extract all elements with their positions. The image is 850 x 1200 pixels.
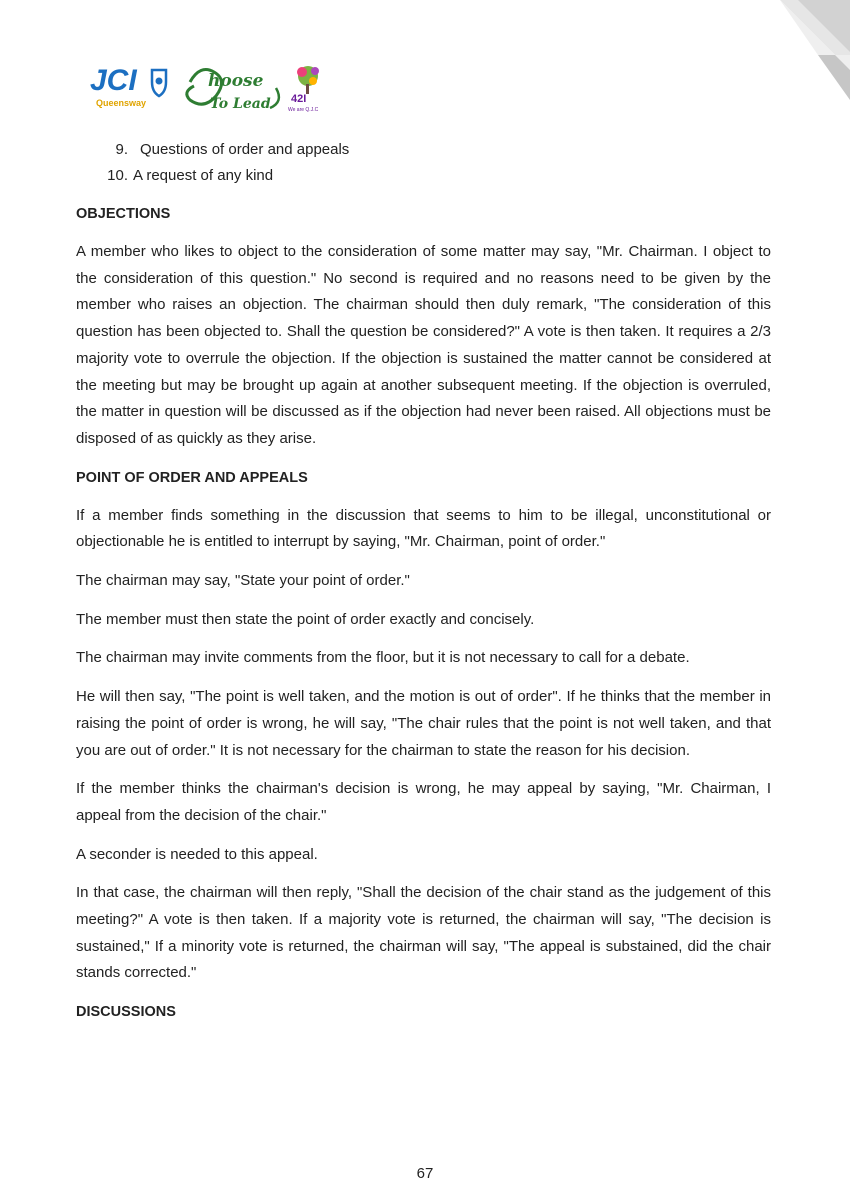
svg-text:We are Q.J.C: We are Q.J.C [288, 107, 319, 113]
point-of-order-paragraph-1: If a member finds something in the discussion that seems to him to be illegal, unconstitutional or objectionable he is entitled to interrupt by saying, "Mr. Chairman, point of order." [76, 506, 771, 551]
list-item-number: 9. [115, 141, 128, 158]
objections-heading: OBJECTIONS [76, 206, 171, 222]
point-of-order-paragraph-2: The chairman may say, "State your point of order." [76, 572, 410, 590]
list-item-text: Questions of order and appeals [140, 141, 350, 158]
document-body [76, 137, 771, 1025]
list-item [76, 163, 771, 189]
point-of-order-paragraph-6: If the member thinks the chairman's decision is wrong, he may appeal by saying, "Mr. Chairman, I appeal from the decision of the chair." [76, 780, 771, 824]
page-corner-decoration [740, 0, 850, 110]
list-item-number: 10. [107, 167, 128, 184]
jci-logo [90, 64, 166, 108]
point-of-order-paragraph-5: He will then say, "The point is well taken, and the motion is out of order". If he thinks that the member in raising the point of order is wrong, he will say, "The chair rules that the point is not well taken, and that you are out of order." It is not necessary for the chairman to state the reason for his decision. [76, 688, 771, 759]
svg-text:To Lead: To Lead [210, 96, 271, 112]
list-item-text: A request of any kind [133, 167, 274, 184]
qjc-tree-logo [288, 66, 319, 113]
page-number: 67 [416, 1165, 434, 1182]
point-of-order-paragraph-4: The chairman may invite comments from the floor, but it is not necessary to call for a debate. [76, 649, 690, 667]
discussions-heading: DISCUSSIONS [76, 1004, 176, 1021]
list-item [76, 137, 771, 163]
point-of-order-heading: POINT OF ORDER AND APPEALS [76, 469, 308, 486]
point-of-order-paragraph-7: A seconder is needed to this appeal. [76, 845, 318, 863]
point-of-order-paragraph-3: The member must then state the point of order exactly and concisely. [76, 610, 535, 628]
point-of-order-paragraph-8: In that case, the chairman will then reply, "Shall the decision of the chair stand as the judgement of this meeting?" A vote is then taken. If a majority vote is returned, the chairman will say, "The decision is sustained," If a minority vote is returned, the chairman will say, "The appeal is substained, did the chair stands corrected." [76, 884, 771, 982]
svg-text:42I: 42I [291, 93, 307, 105]
objections-paragraph: A member who likes to object to the consideration of some matter may say, "Mr. Chairman. I object to the consideration of this question." No second is required and no reasons need to be given by the member who raises an objection. The chairman should then duly remark, "The consideration of this question has been objected to. Shall the question be considered?" A vote is then taken. It requires a 2/3 majority vote to overrule the objection. If the objection is sustained the matter cannot be considered at the meeting but may be brought up again at another subsequent meeting. If the objection is overruled, the matter in question will be discussed as if the objection had never been raised. All objections must be disposed of as quickly as they arise. [76, 243, 771, 447]
svg-text:JCI: JCI [90, 64, 137, 97]
numbered-list [76, 137, 771, 189]
choose-to-lead-logo [187, 70, 279, 112]
header-logos [90, 62, 340, 114]
svg-text:hoose: hoose [208, 71, 264, 91]
svg-text:Queensway: Queensway [96, 98, 147, 108]
